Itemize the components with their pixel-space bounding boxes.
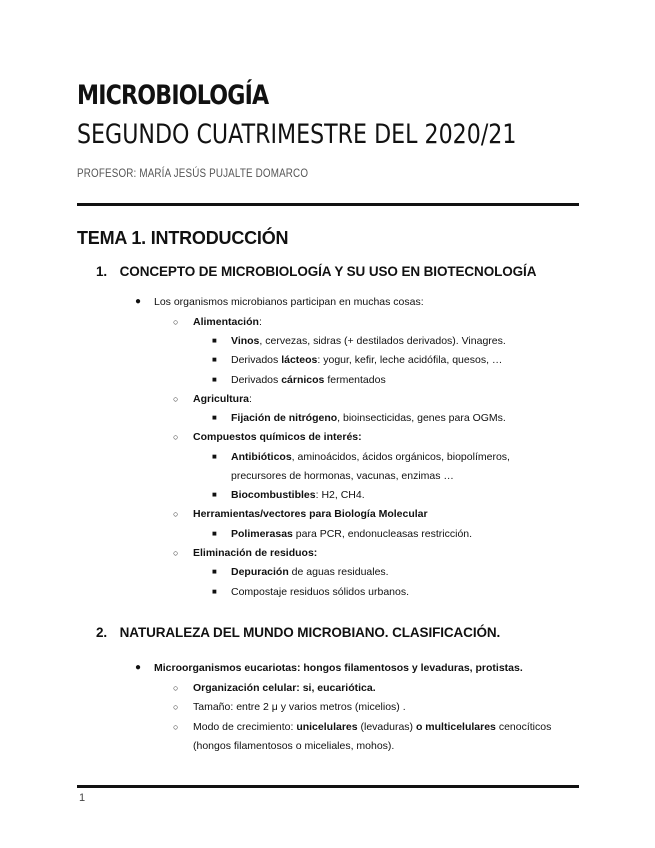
list-item xyxy=(231,373,386,387)
section-1-heading xyxy=(96,264,536,279)
list-item: Compostaje residuos sólidos urbanos. xyxy=(231,586,410,598)
item-text: , bioinsecticidas, genes para OGMs. xyxy=(337,412,506,424)
bold-term: Fijación de nitrógeno xyxy=(231,412,338,424)
bullet-square-icon: ■ xyxy=(212,375,217,384)
page-number: 1 xyxy=(79,792,86,804)
section-2-heading xyxy=(96,625,500,640)
document-subtitle: SEGUNDO CUATRIMESTRE DEL 2020/21 xyxy=(77,119,517,150)
label-colon: : xyxy=(249,393,252,405)
bullet-square-icon: ■ xyxy=(212,413,217,422)
bullet-circle-icon: ○ xyxy=(173,722,179,732)
item-text: (levaduras) xyxy=(357,721,416,733)
section-1-title: CONCEPTO DE MICROBIOLOGÍA Y SU USO EN BIOTECNOLOGÍA xyxy=(119,264,537,279)
item-text: , cervezas, sidras (+ destilados derivados). Vinagres. xyxy=(259,335,506,347)
list-item-continuation: precursores de hormonas, vacunas, enzimas … xyxy=(231,470,454,482)
bold-term: unicelulares xyxy=(296,721,358,733)
item-text: fermentados xyxy=(324,374,386,386)
label-colon: : xyxy=(258,316,262,328)
list-item-agricultura xyxy=(193,392,252,406)
list-item xyxy=(231,411,506,425)
bullet-circle-icon: ○ xyxy=(173,432,179,442)
bold-label: Agricultura xyxy=(193,393,250,405)
professor-line: PROFESOR: MARÍA JESÚS PUJALTE DOMARCO xyxy=(77,166,309,180)
list-item-eliminacion xyxy=(193,546,317,560)
list-item-tamano: Tamaño: entre 2 μ y varios metros (micelios) . xyxy=(193,701,406,713)
bold-label: Herramientas/vectores para Biología Molecular xyxy=(193,508,428,520)
document-title: MICROBIOLOGÍA xyxy=(77,80,269,111)
bold-term: Polimerasas xyxy=(231,528,293,540)
bold-term: Biocombustibles xyxy=(231,489,316,501)
bullet-circle-icon: ○ xyxy=(173,509,179,519)
list-item xyxy=(231,565,389,579)
list-item-herramientas xyxy=(193,507,428,521)
top-divider xyxy=(77,203,579,206)
list-item xyxy=(231,334,506,348)
bold-term: o multicelulares xyxy=(415,721,496,733)
item-text: Derivados xyxy=(231,354,282,366)
bullet-square-icon: ■ xyxy=(212,490,217,499)
item-text: , aminoácidos, ácidos orgánicos, biopolímeros, xyxy=(291,451,510,463)
item-text: : H2, CH4. xyxy=(315,489,365,501)
bold-label: Compuestos químicos de interés: xyxy=(193,431,362,443)
tema-heading: TEMA 1. INTRODUCCIÓN xyxy=(77,228,289,248)
list-item-continuation: (hongos filamentosos o miceliales, mohos). xyxy=(193,740,395,752)
list-item-compuestos xyxy=(193,430,362,444)
section-1-number: 1. xyxy=(96,264,108,279)
bullet-circle-icon: ○ xyxy=(173,702,179,712)
item-text: : yogur, kefir, leche acidófila, quesos, … xyxy=(317,354,503,366)
list-item-modo xyxy=(193,720,551,734)
list-item xyxy=(231,527,472,541)
item-text: Modo de crecimiento: xyxy=(193,721,297,733)
bold-term: lácteos xyxy=(281,354,318,366)
bullet-circle-icon: ○ xyxy=(173,317,179,327)
bold-term: cárnicos xyxy=(281,374,325,386)
bullet-square-icon: ■ xyxy=(212,587,217,596)
list-item-eucariotas: Microorganismos eucariotas: hongos filamentosos y levaduras, protistas. xyxy=(154,662,523,674)
list-item xyxy=(231,353,502,367)
bullet-disc-icon: ● xyxy=(135,296,142,307)
bold-term: Depuración xyxy=(231,566,289,578)
bullet-square-icon: ■ xyxy=(212,567,217,576)
list-item-organizacion: Organización celular: si, eucariótica. xyxy=(193,682,376,694)
bullet-circle-icon: ○ xyxy=(173,548,179,558)
bullet-square-icon: ■ xyxy=(212,336,217,345)
list-item: Los organismos microbianos participan en muchas cosas: xyxy=(154,296,424,308)
bold-label: Eliminación de residuos: xyxy=(193,547,318,559)
bold-label: Alimentación xyxy=(193,316,259,328)
bullet-circle-icon: ○ xyxy=(173,683,179,693)
list-item xyxy=(231,450,510,464)
bullet-square-icon: ■ xyxy=(212,452,217,461)
section-2-number: 2. xyxy=(96,625,108,640)
bold-term: Antibióticos xyxy=(231,451,292,463)
bottom-divider xyxy=(77,785,579,788)
bullet-square-icon: ■ xyxy=(212,355,217,364)
item-text: cenocíticos xyxy=(495,721,552,733)
list-item-alimentacion xyxy=(193,315,262,329)
bullet-circle-icon: ○ xyxy=(173,394,179,404)
section-2-title: NATURALEZA DEL MUNDO MICROBIANO. CLASIFICACIÓN. xyxy=(119,625,501,640)
bold-term: Vinos xyxy=(231,335,260,347)
item-text: de aguas residuales. xyxy=(288,566,389,578)
item-text: para PCR, endonucleasas restricción. xyxy=(292,528,473,540)
item-text: Derivados xyxy=(231,374,282,386)
list-item xyxy=(231,488,365,502)
bullet-disc-icon: ● xyxy=(135,662,142,673)
bullet-square-icon: ■ xyxy=(212,529,217,538)
